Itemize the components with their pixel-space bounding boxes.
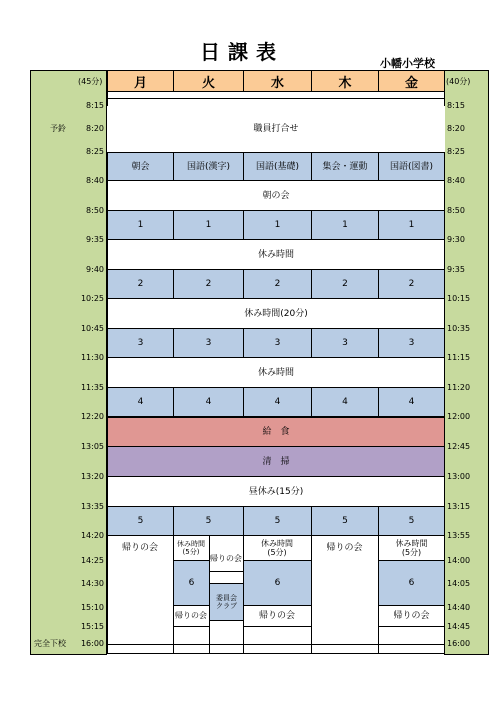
mon-homeroom-end: 帰りの会 — [121, 543, 158, 553]
school-name: 小幡小学校 — [380, 57, 435, 70]
fri-break-5min: 休み時間 (5分) — [395, 539, 428, 557]
left-unit-label: (45分) — [78, 77, 103, 86]
period2-wed: 2 — [243, 269, 312, 299]
time-label: 9:35 — [447, 265, 465, 274]
period3-mon: 3 — [107, 328, 174, 358]
time-label: 13:55 — [447, 531, 471, 540]
fri-period6: 6 — [378, 560, 445, 606]
time-label: 12:00 — [447, 412, 471, 421]
row-divider — [107, 98, 445, 99]
row-divider — [378, 626, 445, 627]
time-label: 11:20 — [447, 383, 471, 392]
tue2-homeroom-end: 帰りの会 — [210, 554, 242, 563]
time-label: 12:45 — [447, 442, 471, 451]
cleaning-row: 清 掃 — [107, 446, 445, 477]
row-divider — [243, 626, 311, 627]
morning-cell-tue: 国語(漢字) — [173, 152, 244, 181]
time-label: 12:20 — [80, 412, 104, 421]
period2-tue: 2 — [173, 269, 244, 299]
time-label: 14:25 — [80, 556, 104, 565]
period3-thu: 3 — [311, 328, 379, 358]
period1-tue: 1 — [173, 210, 244, 240]
time-label: 8:40 — [86, 176, 104, 185]
period1-fri: 1 — [378, 210, 445, 240]
time-label: 15:15 — [80, 622, 104, 631]
page-title: 日課表 — [200, 40, 284, 64]
period4-tue: 4 — [173, 387, 244, 417]
tue-homeroom-end: 帰りの会 — [175, 611, 207, 620]
time-label: 16:00 — [447, 639, 471, 648]
period5-tue: 5 — [173, 506, 244, 536]
right-unit-label: (40分) — [446, 77, 471, 86]
row-divider — [107, 644, 445, 645]
period5-mon: 5 — [107, 506, 174, 536]
row-divider — [209, 571, 243, 572]
morning-cell-fri: 国語(図書) — [378, 152, 445, 181]
time-label: 13:00 — [447, 472, 471, 481]
period2-mon: 2 — [107, 269, 174, 299]
break-row-3: 休み時間 — [107, 357, 445, 388]
period3-wed: 3 — [243, 328, 312, 358]
time-label: 10:35 — [447, 324, 471, 333]
tue-break-5min: 休み時間 (5分) — [177, 540, 205, 556]
time-label: 13:20 — [80, 472, 104, 481]
lunch-row: 給 食 — [107, 417, 445, 447]
time-label: 8:50 — [447, 206, 465, 215]
period4-thu: 4 — [311, 387, 379, 417]
time-label: 8:25 — [86, 147, 104, 156]
committee-club-label: 委員会 クラブ — [216, 594, 237, 610]
period1-thu: 1 — [311, 210, 379, 240]
time-label: 10:15 — [447, 294, 471, 303]
time-label: 10:25 — [80, 294, 104, 303]
day-header-fri: 金 — [378, 70, 445, 92]
committee-club-cell — [209, 583, 244, 621]
time-label: 11:30 — [80, 353, 104, 362]
period1-mon: 1 — [107, 210, 174, 240]
break-row-20min: 休み時間(20分) — [107, 298, 445, 329]
morning-assembly-row: 朝の会 — [107, 180, 445, 211]
period2-thu: 2 — [311, 269, 379, 299]
tue-period6: 6 — [173, 560, 210, 606]
time-label: 15:10 — [80, 603, 104, 612]
time-label: 8:20 — [86, 124, 104, 133]
time-label: 9:35 — [86, 235, 104, 244]
yoyaku-label: 予鈴 — [50, 124, 66, 133]
thu-homeroom-end: 帰りの会 — [326, 543, 363, 553]
time-label: 8:50 — [86, 206, 104, 215]
day-header-wed: 水 — [243, 70, 312, 92]
break-row-1: 休み時間 — [107, 239, 445, 270]
time-label: 8:15 — [86, 101, 104, 110]
time-label: 8:20 — [447, 124, 465, 133]
time-label: 8:40 — [447, 176, 465, 185]
period5-wed: 5 — [243, 506, 312, 536]
time-label: 11:35 — [80, 383, 104, 392]
row-divider — [173, 626, 209, 627]
period1-wed: 1 — [243, 210, 312, 240]
period5-fri: 5 — [378, 506, 445, 536]
wed-period6: 6 — [243, 560, 312, 606]
time-label: 14:45 — [447, 622, 471, 631]
time-label: 14:00 — [447, 556, 471, 565]
period3-fri: 3 — [378, 328, 445, 358]
time-label: 16:00 — [80, 639, 104, 648]
time-label: 8:15 — [447, 101, 465, 110]
time-label: 11:15 — [447, 353, 471, 362]
wed-break-5min: 休み時間 (5分) — [261, 539, 293, 557]
time-label: 14:05 — [447, 579, 471, 588]
period5-thu: 5 — [311, 506, 379, 536]
time-label: 14:40 — [447, 603, 471, 612]
morning-cell-thu: 集会・運動 — [311, 152, 379, 181]
period4-wed: 4 — [243, 387, 312, 417]
time-label: 10:45 — [80, 324, 104, 333]
fri-homeroom-end: 帰りの会 — [393, 611, 430, 621]
period4-mon: 4 — [107, 387, 174, 417]
morning-cell-wed: 国語(基礎) — [243, 152, 312, 181]
day-header-tue: 火 — [173, 70, 244, 92]
wed-homeroom-end: 帰りの会 — [258, 611, 295, 621]
time-label: 13:35 — [80, 502, 104, 511]
lunch-break-row: 昼休み(15分) — [107, 476, 445, 507]
time-label: 9:40 — [86, 265, 104, 274]
time-label: 13:05 — [80, 442, 104, 451]
time-label: 14:20 — [80, 531, 104, 540]
period2-fri: 2 — [378, 269, 445, 299]
time-label: 14:30 — [80, 579, 104, 588]
period3-tue: 3 — [173, 328, 244, 358]
morning-cell-mon: 朝会 — [107, 152, 174, 181]
day-header-thu: 木 — [311, 70, 379, 92]
time-label: 13:15 — [447, 502, 471, 511]
time-label: 8:25 — [447, 147, 465, 156]
period4-fri: 4 — [378, 387, 445, 417]
kanzen-gekou-label: 完全下校 — [34, 639, 66, 648]
staff-meeting-row: 職員打合せ — [107, 106, 445, 152]
time-label: 9:30 — [447, 235, 465, 244]
day-header-mon: 月 — [107, 70, 174, 92]
